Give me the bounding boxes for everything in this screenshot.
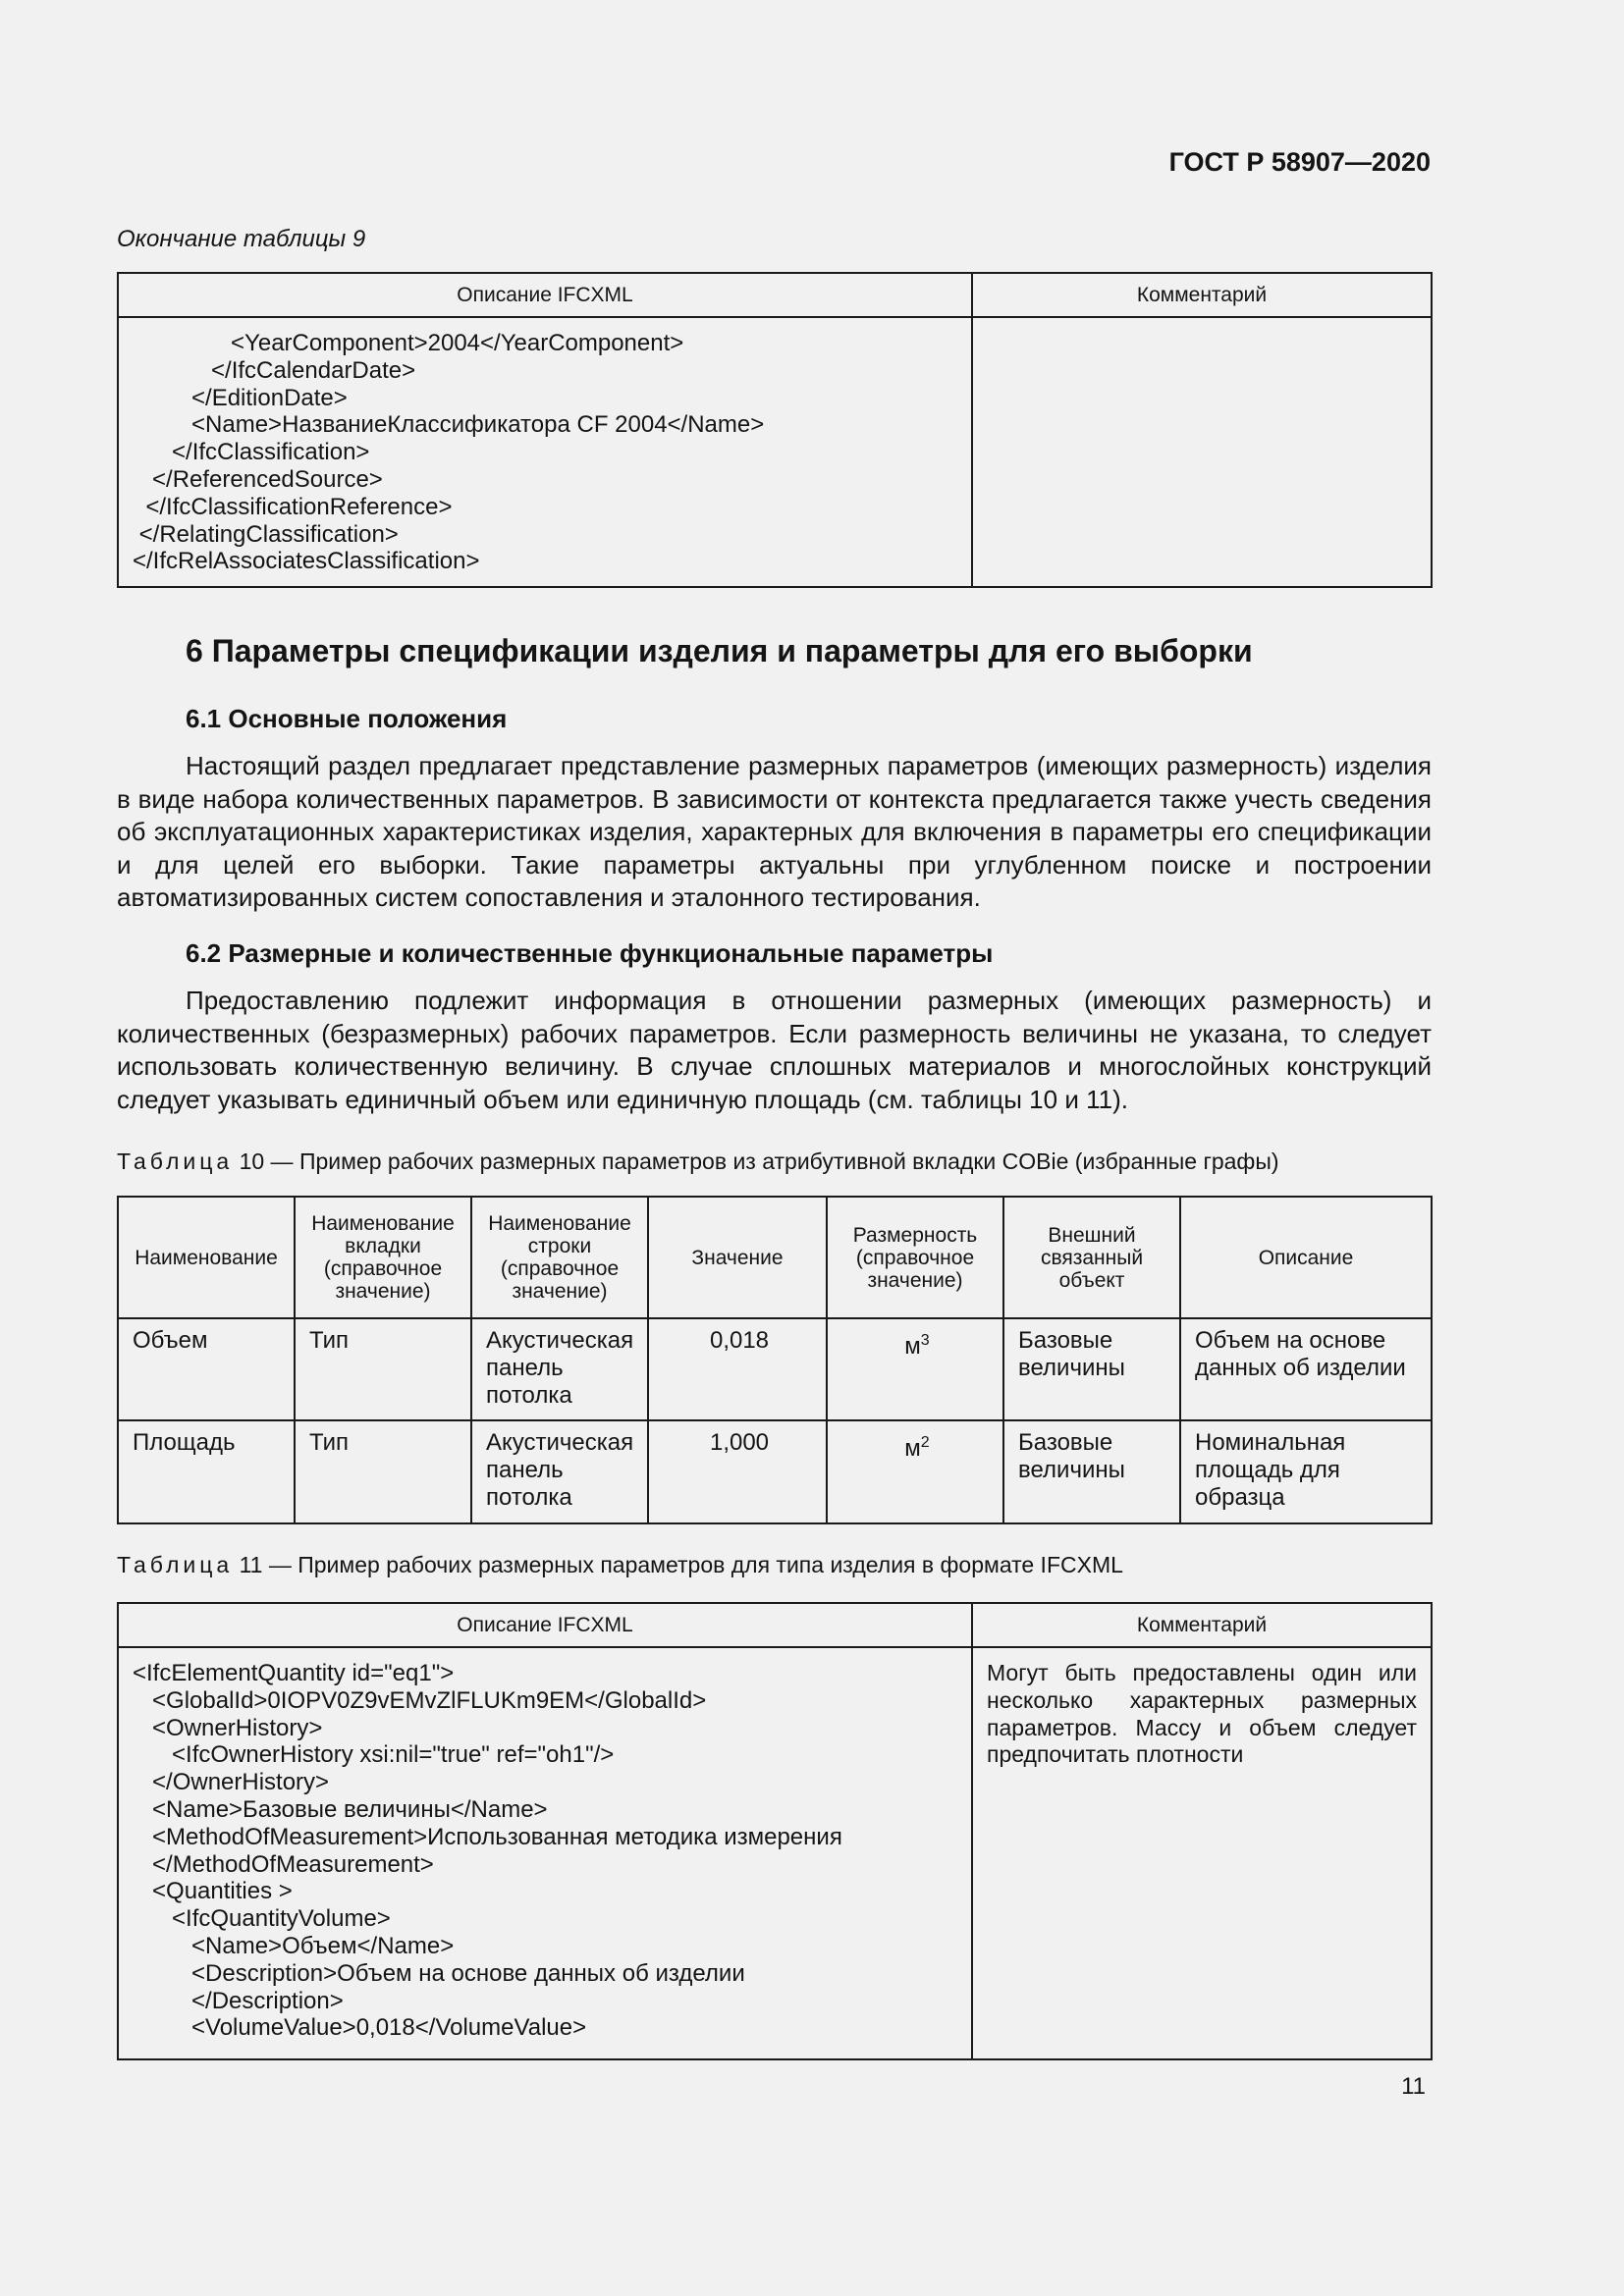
table10-header-value: Значение [648,1197,827,1318]
unit-exponent: 3 [920,1332,930,1349]
table10-cell-ext: Базовые величины [1003,1318,1180,1420]
table9-continuation-caption: Окончание таблицы 9 [117,226,366,252]
table10-header-ext: Внешний связанный объект [1003,1197,1180,1318]
unit-symbol: м [904,1435,921,1462]
table10-caption-label: Таблица [117,1148,234,1174]
table9-comment [972,317,1432,587]
table10-cell-name: Объем [118,1318,295,1420]
table10-header-row: Наименование строки (справочное значение) [471,1197,648,1318]
table11-caption [117,1552,1123,1578]
page-number: 11 [1401,2073,1426,2100]
section-6-1-text [117,750,1432,915]
table9-header-description: Описание IFCXML [118,273,972,317]
table10-cell-value: 1,000 [648,1420,827,1523]
table10-caption-text: 10 — Пример рабочих размерных параметров из атрибутивной вкладки COBie (избранные графы) [233,1148,1279,1174]
standard-number: ГОСТ Р 58907—2020 [1168,147,1431,177]
section-6-2-title: 6.2 Размерные и количественные функциональные параметры [186,938,994,968]
table-row [118,1420,1432,1523]
table10-cell-ext: Базовые величины [1003,1420,1180,1523]
table10-header-desc: Описание [1180,1197,1432,1318]
section-6-2-text [117,985,1432,1116]
table11-caption-text: 11 — Пример рабочих размерных параметров для типа изделия в формате IFCXML [233,1552,1123,1577]
section-6-2-body: Предоставлению подлежит информация в отношении размерных (имеющих размерность) и количественных (безразмерных) рабочих параметров. Если размерность величины не указана, то следует использовать количественную величину. В случае сплошных материалов и многослойных конструкций следует указывать единичный объем или единичную площадь (см. таблицы 10 и 11). [117,986,1432,1114]
section-6-1-body: Настоящий раздел предлагает представление размерных параметров (имеющих размерность) изделия в виде набора количественных параметров. В зависимости от контекста предлагается также учесть сведения об эксплуатационных характеристиках изделия, характерных для включения в параметры его спецификации и для целей его выборки. Такие параметры актуальны при углубленном поиске и построении автоматизированных систем сопоставления и эталонного тестирования. [117,751,1432,912]
section-6-1-title: 6.1 Основные положения [186,704,508,733]
unit-exponent: 2 [920,1434,930,1451]
table11-code: <IfcElementQuantity id="eq1"> <GlobalId>0IOPV0Z9vEMvZlFLUKm9EM</GlobalId> <OwnerHistory> <IfcOwnerHistory xsi:nil="true" ref="oh1"/> </OwnerHistory> <Name>Базовые величины</Name> <MethodOfMeasurement>Использованная методика измерения </MethodOfMeasurement> <Quantities > <IfcQuantityVolume> <Name>Объем</Name> <Description>Объем на основе данных об изделии </Description> <VolumeValue>0,018</VolumeValue> [118,1647,972,2059]
table10-cell-desc: Объем на основе данных об изделии [1180,1318,1432,1420]
table9-header-comment: Комментарий [972,273,1432,317]
table10-cell-unit [827,1318,1003,1420]
table10-caption [117,1148,1279,1175]
unit-symbol: м [904,1333,921,1360]
table10-cell-tab: Тип [295,1420,471,1523]
table10-cell-name: Площадь [118,1420,295,1523]
table10-cell-unit [827,1420,1003,1523]
table10-cell-row: Акустическая панель потолка [471,1420,648,1523]
table11-header-description: Описание IFCXML [118,1603,972,1647]
section-6-title: 6 Параметры спецификации изделия и параметры для его выборки [186,633,1253,668]
table10-cell-row: Акустическая панель потолка [471,1318,648,1420]
table9-end [117,272,1433,588]
table11-comment: Могут быть предоставлены один или несколько характерных размерных параметров. Массу и объем следует предпочитать плотности [972,1647,1432,2059]
table10-cell-value: 0,018 [648,1318,827,1420]
table10-cell-desc: Номинальная площадь для образца [1180,1420,1432,1523]
table10 [117,1196,1433,1524]
table11 [117,1602,1433,2060]
table10-cell-tab: Тип [295,1318,471,1420]
table10-header-tab: Наименование вкладки (справочное значение) [295,1197,471,1318]
table11-header-comment: Комментарий [972,1603,1432,1647]
table-row [118,1318,1432,1420]
table9-code: <YearComponent>2004</YearComponent> </IfcCalendarDate> </EditionDate> <Name>НазваниеКлассификатора CF 2004</Name> </IfcClassification> </ReferencedSource> </IfcClassificationReference> </RelatingClassification> </IfcRelAssociatesClassification> [118,317,972,587]
table10-header-unit: Размерность (справочное значение) [827,1197,1003,1318]
table10-header-name: Наименование [118,1197,295,1318]
table11-caption-label: Таблица [117,1552,234,1577]
